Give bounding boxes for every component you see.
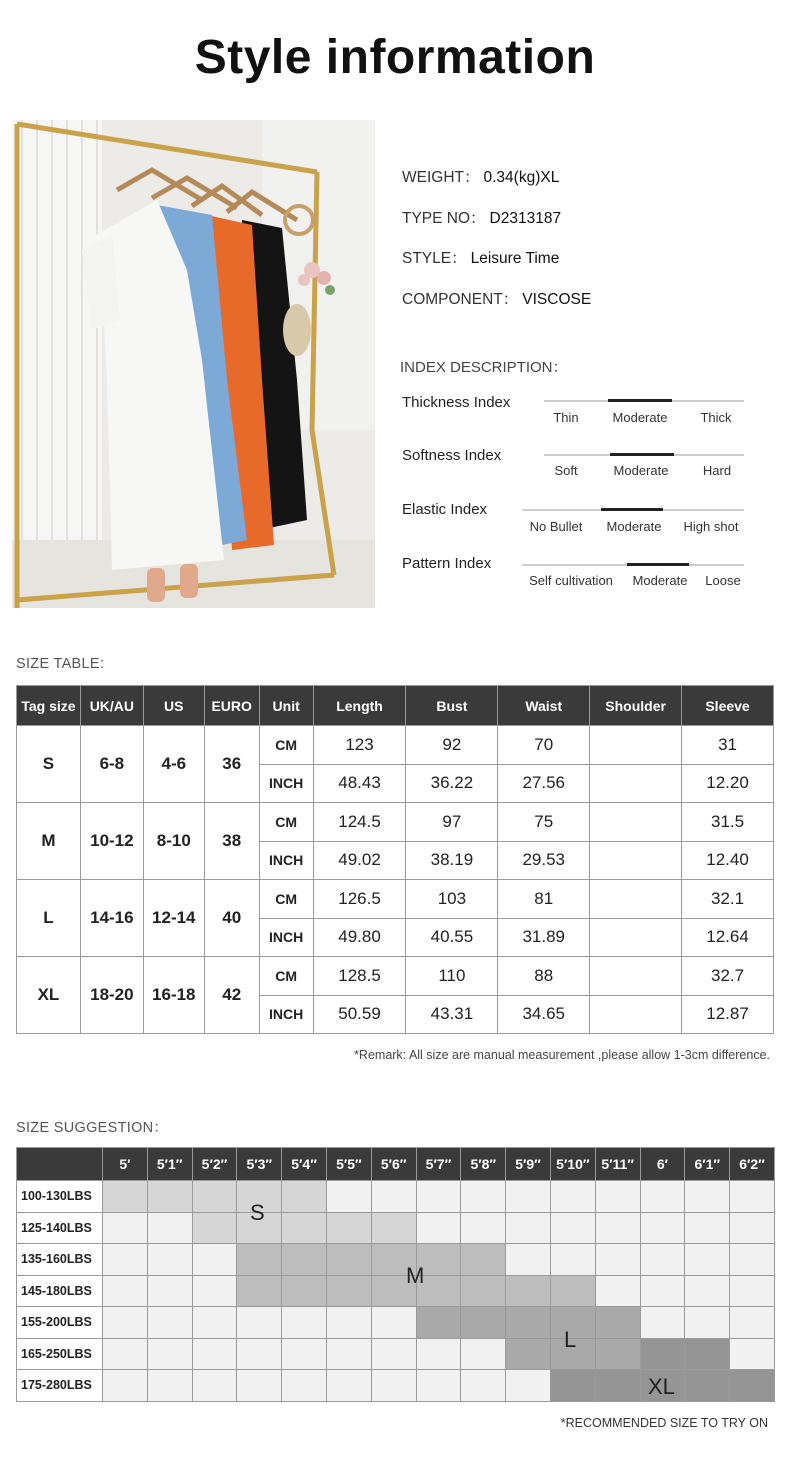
index-option: Thin bbox=[553, 410, 579, 425]
grid-cell bbox=[371, 1181, 416, 1213]
measure-cell: 49.02 bbox=[313, 841, 406, 880]
spec-style bbox=[402, 246, 559, 268]
height-header: 5′6″ bbox=[371, 1148, 416, 1181]
grid-cell bbox=[506, 1212, 551, 1244]
us-cell: 12-14 bbox=[143, 880, 204, 957]
euro-cell: 38 bbox=[204, 803, 259, 880]
size-zone-cell-l bbox=[506, 1307, 551, 1339]
zone-label-l: L bbox=[564, 1327, 577, 1352]
grid-cell bbox=[461, 1181, 506, 1213]
index-option: Loose bbox=[705, 573, 741, 588]
measure-cell: 31.89 bbox=[498, 918, 590, 957]
uk-au-cell: 18-20 bbox=[80, 957, 143, 1034]
index-option: Thick bbox=[700, 410, 732, 425]
size-zone-cell-s bbox=[103, 1181, 148, 1213]
size-zone-cell-l bbox=[416, 1307, 461, 1339]
weight-label: 135-160LBS bbox=[17, 1244, 103, 1276]
grid-cell bbox=[103, 1212, 148, 1244]
grid-cell bbox=[730, 1181, 775, 1213]
weight-label: 125-140LBS bbox=[17, 1212, 103, 1244]
measure-cell bbox=[590, 880, 682, 919]
size-table-header bbox=[17, 686, 774, 726]
spec-label: WEIGHT： bbox=[402, 169, 480, 186]
weight-row bbox=[17, 1275, 775, 1307]
size-zone-cell-xl bbox=[550, 1370, 595, 1402]
grid-cell bbox=[730, 1338, 775, 1370]
grid-cell bbox=[685, 1275, 730, 1307]
grid-cell bbox=[416, 1370, 461, 1402]
unit-cell: INCH bbox=[259, 995, 313, 1034]
column-header: Bust bbox=[406, 686, 498, 726]
grid-cell bbox=[237, 1307, 282, 1339]
size-row-cm bbox=[17, 726, 774, 765]
column-header: US bbox=[143, 686, 204, 726]
page-title: Style information bbox=[194, 31, 596, 84]
grid-cell bbox=[595, 1212, 640, 1244]
measure-cell: 31 bbox=[682, 726, 774, 765]
index-option: Moderate bbox=[613, 463, 669, 478]
grid-cell bbox=[192, 1370, 237, 1402]
measure-cell: 70 bbox=[498, 726, 590, 765]
weight-row bbox=[17, 1307, 775, 1339]
uk-au-cell: 6-8 bbox=[80, 726, 143, 803]
size-zone-cell-m bbox=[282, 1275, 327, 1307]
spec-value: Leisure Time bbox=[470, 250, 560, 267]
us-cell: 16-18 bbox=[143, 957, 204, 1034]
height-header: 6′1″ bbox=[685, 1148, 730, 1181]
grid-cell bbox=[416, 1181, 461, 1213]
measure-cell: 43.31 bbox=[406, 995, 498, 1034]
weight-label: 155-200LBS bbox=[17, 1307, 103, 1339]
tag-size-cell: S bbox=[17, 726, 81, 803]
euro-cell: 42 bbox=[204, 957, 259, 1034]
index-option: Moderate bbox=[606, 519, 662, 534]
grid-cell bbox=[461, 1338, 506, 1370]
grid-cell bbox=[103, 1244, 148, 1276]
grid-cell bbox=[147, 1275, 192, 1307]
measure-cell: 12.64 bbox=[682, 918, 774, 957]
measure-cell: 48.43 bbox=[313, 764, 406, 803]
size-zone-cell-s bbox=[371, 1212, 416, 1244]
grid-cell bbox=[147, 1244, 192, 1276]
spec-value: D2313187 bbox=[489, 210, 562, 227]
grid-cell bbox=[326, 1307, 371, 1339]
weight-row bbox=[17, 1338, 775, 1370]
index-option: Self cultivation bbox=[529, 573, 613, 588]
size-zone-cell-l bbox=[461, 1307, 506, 1339]
grid-cell bbox=[192, 1338, 237, 1370]
measure-cell bbox=[590, 841, 682, 880]
height-header: 5′4″ bbox=[282, 1148, 327, 1181]
height-header: 6′2″ bbox=[730, 1148, 775, 1181]
size-row-cm bbox=[17, 957, 774, 996]
grid-cell bbox=[685, 1212, 730, 1244]
grid-cell bbox=[685, 1181, 730, 1213]
measure-cell: 29.53 bbox=[498, 841, 590, 880]
measure-cell: 12.87 bbox=[682, 995, 774, 1034]
column-header: Shoulder bbox=[590, 686, 682, 726]
measure-cell bbox=[590, 803, 682, 842]
measure-cell: 81 bbox=[498, 880, 590, 919]
measure-cell: 123 bbox=[313, 726, 406, 765]
size-zone-cell-m bbox=[506, 1275, 551, 1307]
size-table-label: SIZE TABLE: bbox=[16, 656, 105, 672]
tag-size-cell: XL bbox=[17, 957, 81, 1034]
measure-cell bbox=[590, 995, 682, 1034]
measure-cell: 32.1 bbox=[682, 880, 774, 919]
index-option: Moderate bbox=[612, 410, 668, 425]
us-cell: 4-6 bbox=[143, 726, 204, 803]
size-zone-cell-xl bbox=[685, 1370, 730, 1402]
height-header: 5′2″ bbox=[192, 1148, 237, 1181]
size-zone-cell-m bbox=[550, 1275, 595, 1307]
index-selected-marker bbox=[610, 453, 674, 456]
measure-cell: 88 bbox=[498, 957, 590, 996]
size-zone-cell-s bbox=[192, 1181, 237, 1213]
measure-cell bbox=[590, 918, 682, 957]
size-zone-cell-s bbox=[326, 1212, 371, 1244]
size-zone-cell-m bbox=[461, 1275, 506, 1307]
measure-cell: 75 bbox=[498, 803, 590, 842]
grid-cell bbox=[640, 1244, 685, 1276]
uk-au-cell: 14-16 bbox=[80, 880, 143, 957]
tag-size-cell: M bbox=[17, 803, 81, 880]
measure-cell: 126.5 bbox=[313, 880, 406, 919]
measure-cell: 27.56 bbox=[498, 764, 590, 803]
weight-row bbox=[17, 1244, 775, 1276]
index-selected-marker bbox=[601, 508, 663, 511]
measure-cell: 103 bbox=[406, 880, 498, 919]
grid-cell bbox=[416, 1212, 461, 1244]
height-header: 5′ bbox=[103, 1148, 148, 1181]
grid-cell bbox=[730, 1275, 775, 1307]
measure-cell: 38.19 bbox=[406, 841, 498, 880]
size-zone-cell-l bbox=[595, 1307, 640, 1339]
grid-cell bbox=[103, 1275, 148, 1307]
size-zone-cell-m bbox=[237, 1275, 282, 1307]
height-header: 5′3″ bbox=[237, 1148, 282, 1181]
grid-cell bbox=[326, 1181, 371, 1213]
corner-cell bbox=[17, 1148, 103, 1181]
spec-component bbox=[402, 287, 591, 309]
grid-cell bbox=[192, 1275, 237, 1307]
grid-cell bbox=[640, 1275, 685, 1307]
grid-cell bbox=[595, 1181, 640, 1213]
size-zone-cell-s bbox=[147, 1181, 192, 1213]
spec-label: STYLE： bbox=[402, 250, 467, 267]
measure-cell: 36.22 bbox=[406, 764, 498, 803]
measure-cell: 49.80 bbox=[313, 918, 406, 957]
index-heading: INDEX DESCRIPTION： bbox=[400, 359, 568, 376]
unit-cell: CM bbox=[259, 880, 313, 919]
measure-cell: 110 bbox=[406, 957, 498, 996]
grid-cell bbox=[461, 1370, 506, 1402]
grid-cell bbox=[282, 1370, 327, 1402]
size-row-cm bbox=[17, 803, 774, 842]
index-option: No Bullet bbox=[529, 519, 583, 534]
measure-cell: 124.5 bbox=[313, 803, 406, 842]
size-remark: *Remark: All size are manual measurement ,please allow 1-3cm difference. bbox=[354, 1048, 770, 1062]
index-label-elastic: Elastic Index bbox=[402, 501, 488, 518]
grid-cell bbox=[550, 1212, 595, 1244]
column-header: Sleeve bbox=[682, 686, 774, 726]
euro-cell: 40 bbox=[204, 880, 259, 957]
grid-cell bbox=[371, 1370, 416, 1402]
column-header: Waist bbox=[498, 686, 590, 726]
grid-cell bbox=[103, 1338, 148, 1370]
weight-label: 175-280LBS bbox=[17, 1370, 103, 1402]
grid-cell bbox=[192, 1307, 237, 1339]
grid-cell bbox=[282, 1307, 327, 1339]
size-zone-cell-m bbox=[326, 1275, 371, 1307]
grid-cell bbox=[640, 1212, 685, 1244]
grid-cell bbox=[326, 1338, 371, 1370]
size-zone-cell-xl bbox=[640, 1338, 685, 1370]
measure-cell bbox=[590, 957, 682, 996]
grid-cell bbox=[640, 1181, 685, 1213]
unit-cell: INCH bbox=[259, 918, 313, 957]
measure-cell: 128.5 bbox=[313, 957, 406, 996]
measure-cell: 31.5 bbox=[682, 803, 774, 842]
size-table bbox=[16, 685, 774, 1034]
size-zone-cell-xl bbox=[595, 1370, 640, 1402]
grid-cell bbox=[550, 1244, 595, 1276]
measure-cell: 92 bbox=[406, 726, 498, 765]
column-header: Tag size bbox=[17, 686, 81, 726]
size-zone-cell-m bbox=[237, 1244, 282, 1276]
spec-value: VISCOSE bbox=[522, 291, 592, 308]
zone-label-s: S bbox=[250, 1200, 265, 1225]
grid-cell bbox=[147, 1338, 192, 1370]
index-selected-marker bbox=[627, 563, 689, 566]
size-zone-cell-m bbox=[326, 1244, 371, 1276]
measure-cell bbox=[590, 764, 682, 803]
size-row-cm bbox=[17, 880, 774, 919]
size-zone-cell-xl bbox=[730, 1370, 775, 1402]
grid-cell bbox=[282, 1338, 327, 1370]
index-option: Hard bbox=[702, 463, 732, 478]
weight-label: 100-130LBS bbox=[17, 1181, 103, 1213]
index-label-thickness: Thickness Index bbox=[402, 394, 511, 411]
unit-cell: CM bbox=[259, 957, 313, 996]
grid-cell bbox=[640, 1307, 685, 1339]
grid-cell bbox=[371, 1307, 416, 1339]
grid-cell bbox=[595, 1244, 640, 1276]
size-zone-cell-xl bbox=[685, 1338, 730, 1370]
height-header: 5′7″ bbox=[416, 1148, 461, 1181]
zone-label-xl: XL bbox=[648, 1374, 675, 1399]
spec-weight bbox=[402, 165, 559, 187]
grid-cell bbox=[147, 1370, 192, 1402]
weight-row bbox=[17, 1181, 775, 1213]
unit-cell: CM bbox=[259, 803, 313, 842]
height-header: 5′11″ bbox=[595, 1148, 640, 1181]
measure-cell: 12.40 bbox=[682, 841, 774, 880]
uk-au-cell: 10-12 bbox=[80, 803, 143, 880]
weight-label: 165-250LBS bbox=[17, 1338, 103, 1370]
zone-label-m: M bbox=[406, 1263, 425, 1288]
height-header: 5′1″ bbox=[147, 1148, 192, 1181]
grid-cell bbox=[595, 1275, 640, 1307]
grid-cell bbox=[147, 1212, 192, 1244]
weight-row bbox=[17, 1212, 775, 1244]
measure-cell: 32.7 bbox=[682, 957, 774, 996]
height-header: 5′10″ bbox=[550, 1148, 595, 1181]
grid-cell bbox=[237, 1338, 282, 1370]
size-zone-cell-l bbox=[595, 1338, 640, 1370]
grid-cell bbox=[506, 1181, 551, 1213]
suggestion-header bbox=[17, 1148, 775, 1181]
height-header: 6′ bbox=[640, 1148, 685, 1181]
grid-cell bbox=[730, 1307, 775, 1339]
euro-cell: 36 bbox=[204, 726, 259, 803]
spec-type-no bbox=[402, 206, 561, 228]
height-header: 5′9″ bbox=[506, 1148, 551, 1181]
unit-cell: INCH bbox=[259, 841, 313, 880]
index-option: Soft bbox=[554, 463, 578, 478]
grid-cell bbox=[237, 1370, 282, 1402]
index-label-softness: Softness Index bbox=[402, 447, 502, 464]
us-cell: 8-10 bbox=[143, 803, 204, 880]
product-photo bbox=[12, 120, 375, 608]
grid-cell bbox=[103, 1370, 148, 1402]
size-zone-cell-s bbox=[282, 1212, 327, 1244]
index-selected-marker bbox=[608, 399, 672, 402]
unit-cell: INCH bbox=[259, 764, 313, 803]
weight-label: 145-180LBS bbox=[17, 1275, 103, 1307]
measure-cell: 97 bbox=[406, 803, 498, 842]
size-zone-cell-s bbox=[192, 1212, 237, 1244]
height-header: 5′8″ bbox=[461, 1148, 506, 1181]
height-header: 5′5″ bbox=[326, 1148, 371, 1181]
grid-cell bbox=[416, 1338, 461, 1370]
recommendation-note: *RECOMMENDED SIZE TO TRY ON bbox=[560, 1416, 768, 1430]
grid-cell bbox=[506, 1244, 551, 1276]
index-option: High shot bbox=[683, 519, 739, 534]
column-header: Length bbox=[313, 686, 406, 726]
grid-cell bbox=[550, 1181, 595, 1213]
grid-cell bbox=[147, 1307, 192, 1339]
measure-cell: 50.59 bbox=[313, 995, 406, 1034]
size-suggestion-table bbox=[16, 1147, 775, 1402]
index-label-pattern: Pattern Index bbox=[402, 555, 492, 572]
column-header: EURO bbox=[204, 686, 259, 726]
grid-cell bbox=[103, 1307, 148, 1339]
index-option: Moderate bbox=[632, 573, 688, 588]
grid-cell bbox=[326, 1370, 371, 1402]
spec-label: COMPONENT： bbox=[402, 291, 519, 308]
measure-cell: 34.65 bbox=[498, 995, 590, 1034]
spec-label: TYPE NO： bbox=[402, 210, 486, 227]
grid-cell bbox=[192, 1244, 237, 1276]
spec-value: 0.34(kg)XL bbox=[483, 169, 560, 186]
unit-cell: CM bbox=[259, 726, 313, 765]
size-suggestion-label: SIZE SUGGESTION： bbox=[16, 1120, 169, 1136]
measure-cell: 40.55 bbox=[406, 918, 498, 957]
measure-cell: 12.20 bbox=[682, 764, 774, 803]
measure-cell bbox=[590, 726, 682, 765]
grid-cell bbox=[730, 1212, 775, 1244]
size-zone-cell-m bbox=[282, 1244, 327, 1276]
grid-cell bbox=[685, 1244, 730, 1276]
grid-cell bbox=[371, 1338, 416, 1370]
tag-size-cell: L bbox=[17, 880, 81, 957]
grid-cell bbox=[461, 1212, 506, 1244]
grid-cell bbox=[730, 1244, 775, 1276]
size-zone-cell-s bbox=[282, 1181, 327, 1213]
column-header: UK/AU bbox=[80, 686, 143, 726]
size-zone-cell-l bbox=[506, 1338, 551, 1370]
grid-cell bbox=[506, 1370, 551, 1402]
column-header: Unit bbox=[259, 686, 313, 726]
grid-cell bbox=[685, 1307, 730, 1339]
size-zone-cell-m bbox=[461, 1244, 506, 1276]
